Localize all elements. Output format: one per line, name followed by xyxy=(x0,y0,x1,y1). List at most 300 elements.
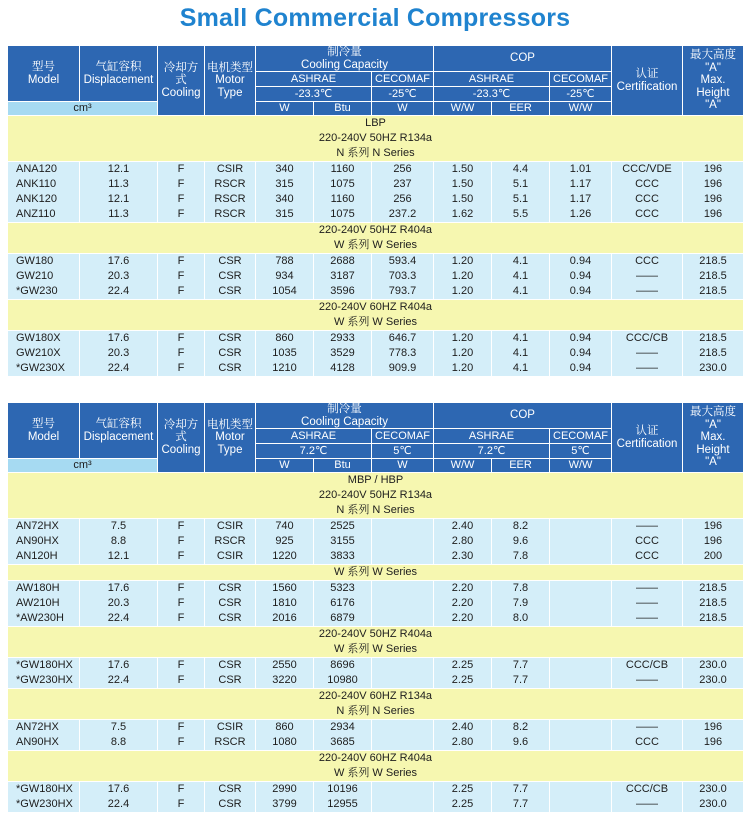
cell-motor: CSR xyxy=(205,782,256,798)
section-label-row xyxy=(8,300,744,316)
cell-cop-ashrae-ww: 1.50 xyxy=(434,177,492,192)
page-title: Small Commercial Compressors xyxy=(179,4,571,32)
cell-cert: —— xyxy=(612,673,683,689)
cell-cap-ashrae-btu: 3187 xyxy=(314,269,372,284)
section-label-row xyxy=(8,642,744,658)
cell-cap-ashrae-btu: 1160 xyxy=(314,192,372,207)
cell-motor: CSIR xyxy=(205,519,256,535)
section-label-row xyxy=(8,146,744,162)
cell-cop-ashrae-eer: 8.2 xyxy=(492,519,550,535)
cell-cert: CCC/CB xyxy=(612,331,683,347)
table-row xyxy=(8,177,744,192)
cell-cop-ashrae-eer: 7.7 xyxy=(492,797,550,813)
header-cop-ashrae: ASHRAE xyxy=(434,429,550,444)
cell-motor: RSCR xyxy=(205,534,256,549)
table-row xyxy=(8,254,744,270)
cell-cap-ashrae-btu: 6879 xyxy=(314,611,372,627)
cell-cert: CCC xyxy=(612,192,683,207)
cell-cap-cecomaf-w xyxy=(372,782,434,798)
cell-model: AN90HX xyxy=(8,735,80,751)
cell-model: GW210X xyxy=(8,346,80,361)
cell-cop-ashrae-eer: 5.1 xyxy=(492,192,550,207)
table-row xyxy=(8,735,744,751)
cell-height: 230.0 xyxy=(683,361,744,377)
cell-cap-cecomaf-w xyxy=(372,534,434,549)
header-cop-cecomaf-temp: -25℃ xyxy=(550,87,612,102)
cell-cap-cecomaf-w xyxy=(372,797,434,813)
cell-cap-ashrae-btu: 6176 xyxy=(314,596,372,611)
cell-cert: —— xyxy=(612,284,683,300)
cell-cop-ashrae-ww: 2.80 xyxy=(434,735,492,751)
table-row xyxy=(8,611,744,627)
section-label-row xyxy=(8,689,744,705)
cell-cop-ashrae-ww: 2.30 xyxy=(434,549,492,565)
section-label-row xyxy=(8,315,744,331)
cell-cop-cecomaf-ww: 0.94 xyxy=(550,346,612,361)
cell-displacement: 22.4 xyxy=(80,284,158,300)
cell-cop-ashrae-ww: 1.50 xyxy=(434,162,492,178)
cell-cooling: F xyxy=(158,361,205,377)
cell-model: GW180 xyxy=(8,254,80,270)
cell-cap-ashrae-w: 315 xyxy=(256,177,314,192)
cell-cooling: F xyxy=(158,720,205,736)
cell-cert: CCC xyxy=(612,549,683,565)
cell-cop-ashrae-ww: 1.20 xyxy=(434,254,492,270)
cell-model: ANZ110 xyxy=(8,207,80,223)
section-label: 220-240V 60HZ R134a xyxy=(8,689,744,705)
cell-height: 196 xyxy=(683,177,744,192)
cell-model: AN72HX xyxy=(8,720,80,736)
unit-capacity-w: W xyxy=(256,102,314,116)
cell-cap-ashrae-btu: 1075 xyxy=(314,207,372,223)
header-displacement: 气缸容积 Displacement xyxy=(80,403,158,459)
header-cop-cecomaf-temp: 5℃ xyxy=(550,444,612,459)
cell-cop-ashrae-ww: 1.20 xyxy=(434,269,492,284)
cell-cap-ashrae-w: 860 xyxy=(256,720,314,736)
cell-cop-ashrae-eer: 4.4 xyxy=(492,162,550,178)
cell-cap-cecomaf-w xyxy=(372,549,434,565)
cell-cop-ashrae-ww: 1.50 xyxy=(434,192,492,207)
cell-cap-ashrae-btu: 3529 xyxy=(314,346,372,361)
cell-cap-ashrae-w: 860 xyxy=(256,331,314,347)
cell-height: 196 xyxy=(683,534,744,549)
cell-cert: CCC xyxy=(612,207,683,223)
section-label-row xyxy=(8,238,744,254)
section-label: 220-240V 60HZ R404a xyxy=(8,300,744,316)
cell-cap-ashrae-w: 340 xyxy=(256,192,314,207)
section-label-row xyxy=(8,704,744,720)
cell-cap-ashrae-w: 2550 xyxy=(256,658,314,674)
section-label-row xyxy=(8,751,744,767)
table-row xyxy=(8,519,744,535)
unit-cop-cecomaf-ww: W/W xyxy=(550,459,612,473)
section-label-row xyxy=(8,488,744,503)
cell-cop-cecomaf-ww xyxy=(550,519,612,535)
cell-displacement: 17.6 xyxy=(80,658,158,674)
cell-cop-ashrae-ww: 2.40 xyxy=(434,519,492,535)
cell-cop-cecomaf-ww: 0.94 xyxy=(550,254,612,270)
cell-cert: —— xyxy=(612,720,683,736)
spec-table-mbp-hbp xyxy=(7,402,744,813)
table-row xyxy=(8,207,744,223)
cell-displacement: 17.6 xyxy=(80,782,158,798)
cell-motor: CSR xyxy=(205,611,256,627)
cell-model: *GW180HX xyxy=(8,782,80,798)
cell-model: *GW180HX xyxy=(8,658,80,674)
cell-displacement: 20.3 xyxy=(80,346,158,361)
cell-model: ANA120 xyxy=(8,162,80,178)
cell-cop-cecomaf-ww: 0.94 xyxy=(550,361,612,377)
cell-cop-ashrae-eer: 5.5 xyxy=(492,207,550,223)
cell-cop-ashrae-eer: 7.7 xyxy=(492,782,550,798)
section-label: W 系列 W Series xyxy=(8,565,744,581)
cell-cop-cecomaf-ww: 1.17 xyxy=(550,192,612,207)
cell-height: 218.5 xyxy=(683,254,744,270)
unit-cop-ww: W/W xyxy=(434,459,492,473)
cell-cert: CCC/CB xyxy=(612,658,683,674)
cell-cop-ashrae-eer: 9.6 xyxy=(492,735,550,751)
cell-motor: CSR xyxy=(205,361,256,377)
header-capacity-ashrae: ASHRAE xyxy=(256,429,372,444)
table-row xyxy=(8,331,744,347)
cell-displacement: 11.3 xyxy=(80,177,158,192)
cell-cert: CCC xyxy=(612,177,683,192)
cell-cap-ashrae-btu: 2525 xyxy=(314,519,372,535)
cell-cooling: F xyxy=(158,596,205,611)
cell-cap-ashrae-w: 1054 xyxy=(256,284,314,300)
unit-capacity-w: W xyxy=(256,459,314,473)
cell-cooling: F xyxy=(158,177,205,192)
cell-cap-cecomaf-w: 256 xyxy=(372,162,434,178)
cell-cert: CCC xyxy=(612,735,683,751)
cell-cooling: F xyxy=(158,254,205,270)
cell-cooling: F xyxy=(158,192,205,207)
cell-cap-ashrae-btu: 3833 xyxy=(314,549,372,565)
section-label-row xyxy=(8,565,744,581)
cell-cooling: F xyxy=(158,549,205,565)
cell-cooling: F xyxy=(158,331,205,347)
section-label: W 系列 W Series xyxy=(8,766,744,782)
table-row xyxy=(8,346,744,361)
cell-cap-cecomaf-w xyxy=(372,673,434,689)
cell-displacement: 11.3 xyxy=(80,207,158,223)
cell-displacement: 17.6 xyxy=(80,254,158,270)
cell-cop-cecomaf-ww: 0.94 xyxy=(550,284,612,300)
table-row xyxy=(8,596,744,611)
unit-cop-eer: EER xyxy=(492,459,550,473)
header-cop: COP xyxy=(434,403,612,429)
unit-capacity-cecomaf-w: W xyxy=(372,102,434,116)
cell-cap-ashrae-w: 3799 xyxy=(256,797,314,813)
table-row xyxy=(8,361,744,377)
cell-cop-cecomaf-ww: 1.01 xyxy=(550,162,612,178)
cell-height: 218.5 xyxy=(683,269,744,284)
cell-displacement: 22.4 xyxy=(80,673,158,689)
cell-cop-ashrae-ww: 2.40 xyxy=(434,720,492,736)
unit-capacity-cecomaf-w: W xyxy=(372,459,434,473)
cell-cop-cecomaf-ww xyxy=(550,658,612,674)
cell-cop-cecomaf-ww xyxy=(550,735,612,751)
cell-height: 230.0 xyxy=(683,673,744,689)
cell-cop-ashrae-ww: 2.25 xyxy=(434,782,492,798)
cell-motor: CSR xyxy=(205,581,256,597)
cell-cert: —— xyxy=(612,346,683,361)
cell-cap-ashrae-w: 788 xyxy=(256,254,314,270)
section-label: N 系列 N Series xyxy=(8,704,744,720)
cell-displacement: 8.8 xyxy=(80,534,158,549)
cell-cap-cecomaf-w xyxy=(372,519,434,535)
cell-cop-cecomaf-ww: 0.94 xyxy=(550,269,612,284)
cell-cop-ashrae-ww: 1.62 xyxy=(434,207,492,223)
cell-cop-cecomaf-ww xyxy=(550,797,612,813)
cell-model: AW210H xyxy=(8,596,80,611)
cell-cap-ashrae-w: 2016 xyxy=(256,611,314,627)
cell-motor: CSR xyxy=(205,331,256,347)
cell-cap-ashrae-w: 1560 xyxy=(256,581,314,597)
table-row xyxy=(8,673,744,689)
cell-cop-ashrae-ww: 2.20 xyxy=(434,611,492,627)
cell-motor: CSR xyxy=(205,284,256,300)
cell-cop-ashrae-ww: 2.80 xyxy=(434,534,492,549)
section-label-row xyxy=(8,503,744,519)
cell-cap-ashrae-btu: 3155 xyxy=(314,534,372,549)
header-displacement: 气缸容积 Displacement xyxy=(80,46,158,102)
cell-motor: RSCR xyxy=(205,177,256,192)
header-certification: 认证 Certification xyxy=(612,46,683,116)
cell-cert: —— xyxy=(612,581,683,597)
cell-cop-ashrae-ww: 1.20 xyxy=(434,331,492,347)
header-cooling-capacity: 制冷量 Cooling Capacity xyxy=(256,46,434,72)
cell-cert: —— xyxy=(612,596,683,611)
cell-cooling: F xyxy=(158,581,205,597)
cell-height: 230.0 xyxy=(683,658,744,674)
cell-cap-ashrae-btu: 2688 xyxy=(314,254,372,270)
table-row xyxy=(8,534,744,549)
table-row xyxy=(8,658,744,674)
cell-cooling: F xyxy=(158,673,205,689)
unit-displacement: cm³ xyxy=(8,459,158,473)
cell-cap-cecomaf-w xyxy=(372,658,434,674)
cell-height: 218.5 xyxy=(683,346,744,361)
cell-height: 218.5 xyxy=(683,581,744,597)
cell-cap-ashrae-btu: 3685 xyxy=(314,735,372,751)
cell-cop-ashrae-eer: 7.8 xyxy=(492,549,550,565)
cell-cop-cecomaf-ww xyxy=(550,549,612,565)
cell-height: 196 xyxy=(683,207,744,223)
header-cop-cecomaf: CECOMAF xyxy=(550,429,612,444)
section-label: 220-240V 60HZ R404a xyxy=(8,751,744,767)
cell-displacement: 12.1 xyxy=(80,162,158,178)
cell-cop-ashrae-ww: 2.25 xyxy=(434,673,492,689)
cell-cap-ashrae-btu: 1075 xyxy=(314,177,372,192)
cell-cap-ashrae-btu: 12955 xyxy=(314,797,372,813)
cell-height: 218.5 xyxy=(683,284,744,300)
section-label: LBP xyxy=(8,116,744,132)
cell-height: 218.5 xyxy=(683,611,744,627)
cell-cooling: F xyxy=(158,269,205,284)
cell-motor: RSCR xyxy=(205,207,256,223)
cell-cop-cecomaf-ww xyxy=(550,596,612,611)
cell-cap-ashrae-w: 2990 xyxy=(256,782,314,798)
header-capacity-ashrae: ASHRAE xyxy=(256,72,372,87)
cell-model: GW210 xyxy=(8,269,80,284)
cell-displacement: 7.5 xyxy=(80,519,158,535)
cell-cop-ashrae-eer: 9.6 xyxy=(492,534,550,549)
cell-displacement: 20.3 xyxy=(80,596,158,611)
cell-model: *GW230HX xyxy=(8,673,80,689)
unit-cop-eer: EER xyxy=(492,102,550,116)
cell-cert: CCC/CB xyxy=(612,782,683,798)
cell-cap-ashrae-w: 1220 xyxy=(256,549,314,565)
cell-cap-ashrae-btu: 10980 xyxy=(314,673,372,689)
cell-model: ANK110 xyxy=(8,177,80,192)
cell-cop-ashrae-ww: 2.20 xyxy=(434,596,492,611)
table-row xyxy=(8,720,744,736)
cell-motor: CSR xyxy=(205,596,256,611)
table-row xyxy=(8,162,744,178)
cell-cap-ashrae-btu: 2934 xyxy=(314,720,372,736)
cell-model: *AW230H xyxy=(8,611,80,627)
cell-cooling: F xyxy=(158,797,205,813)
table-row xyxy=(8,284,744,300)
cell-cap-ashrae-w: 934 xyxy=(256,269,314,284)
cell-cop-cecomaf-ww xyxy=(550,782,612,798)
cell-cop-ashrae-ww: 1.20 xyxy=(434,361,492,377)
cell-cop-ashrae-eer: 7.7 xyxy=(492,658,550,674)
unit-displacement: cm³ xyxy=(8,102,158,116)
table-row xyxy=(8,797,744,813)
header-max-height: 最大高度 "A" Max. Height "A" xyxy=(683,403,744,473)
cell-displacement: 7.5 xyxy=(80,720,158,736)
section-label: 220-240V 50HZ R134a xyxy=(8,488,744,503)
cell-cap-ashrae-w: 925 xyxy=(256,534,314,549)
cell-cop-ashrae-eer: 4.1 xyxy=(492,361,550,377)
cell-displacement: 20.3 xyxy=(80,269,158,284)
cell-displacement: 17.6 xyxy=(80,331,158,347)
cell-motor: CSR xyxy=(205,346,256,361)
header-cooling-capacity: 制冷量 Cooling Capacity xyxy=(256,403,434,429)
cell-model: *GW230X xyxy=(8,361,80,377)
cell-cooling: F xyxy=(158,658,205,674)
section-label: W 系列 W Series xyxy=(8,238,744,254)
cell-model: *GW230 xyxy=(8,284,80,300)
cell-height: 196 xyxy=(683,735,744,751)
unit-cop-ww: W/W xyxy=(434,102,492,116)
cell-motor: CSIR xyxy=(205,549,256,565)
section-label-row xyxy=(8,116,744,132)
cell-motor: CSR xyxy=(205,658,256,674)
cell-motor: RSCR xyxy=(205,735,256,751)
cell-model: AN120H xyxy=(8,549,80,565)
unit-cop-cecomaf-ww: W/W xyxy=(550,102,612,116)
cell-cap-ashrae-w: 1035 xyxy=(256,346,314,361)
cell-cert: —— xyxy=(612,269,683,284)
unit-capacity-btu: Btu xyxy=(314,459,372,473)
header-model: 型号 Model xyxy=(8,46,80,102)
cell-cert: —— xyxy=(612,797,683,813)
cell-cert: —— xyxy=(612,519,683,535)
cell-height: 218.5 xyxy=(683,331,744,347)
section-label: N 系列 N Series xyxy=(8,146,744,162)
cell-cap-ashrae-btu: 4128 xyxy=(314,361,372,377)
unit-capacity-btu: Btu xyxy=(314,102,372,116)
cell-cop-ashrae-ww: 2.25 xyxy=(434,658,492,674)
cell-motor: CSIR xyxy=(205,720,256,736)
cell-cop-cecomaf-ww: 1.17 xyxy=(550,177,612,192)
cell-cap-cecomaf-w xyxy=(372,611,434,627)
header-cop-ashrae-temp: -23.3℃ xyxy=(434,87,550,102)
header-capacity-cecomaf-temp: 5℃ xyxy=(372,444,434,459)
cell-cooling: F xyxy=(158,611,205,627)
header-certification: 认证 Certification xyxy=(612,403,683,473)
header-model: 型号 Model xyxy=(8,403,80,459)
header-capacity-cecomaf-temp: -25℃ xyxy=(372,87,434,102)
cell-cap-ashrae-btu: 10196 xyxy=(314,782,372,798)
cell-cert: CCC/VDE xyxy=(612,162,683,178)
cell-cop-ashrae-eer: 4.1 xyxy=(492,346,550,361)
cell-cap-ashrae-w: 1210 xyxy=(256,361,314,377)
header-capacity-cecomaf: CECOMAF xyxy=(372,429,434,444)
cell-height: 218.5 xyxy=(683,596,744,611)
section-label: MBP / HBP xyxy=(8,473,744,489)
cell-height: 200 xyxy=(683,549,744,565)
cell-cap-cecomaf-w xyxy=(372,720,434,736)
cell-displacement: 8.8 xyxy=(80,735,158,751)
cell-motor: CSR xyxy=(205,797,256,813)
cell-cert: —— xyxy=(612,611,683,627)
cell-cop-cecomaf-ww: 1.26 xyxy=(550,207,612,223)
cell-height: 196 xyxy=(683,720,744,736)
section-label-row xyxy=(8,131,744,146)
cell-height: 230.0 xyxy=(683,782,744,798)
cell-cap-cecomaf-w xyxy=(372,735,434,751)
cell-cop-ashrae-eer: 7.8 xyxy=(492,581,550,597)
cell-cap-ashrae-w: 1810 xyxy=(256,596,314,611)
cell-cop-ashrae-eer: 4.1 xyxy=(492,284,550,300)
section-label: W 系列 W Series xyxy=(8,642,744,658)
cell-cap-cecomaf-w: 778.3 xyxy=(372,346,434,361)
cell-cooling: F xyxy=(158,162,205,178)
cell-cop-ashrae-eer: 8.2 xyxy=(492,720,550,736)
cell-cap-ashrae-w: 315 xyxy=(256,207,314,223)
cell-model: AN90HX xyxy=(8,534,80,549)
table-row xyxy=(8,782,744,798)
cell-cap-cecomaf-w: 793.7 xyxy=(372,284,434,300)
cell-cap-cecomaf-w: 909.9 xyxy=(372,361,434,377)
cell-cop-ashrae-eer: 8.0 xyxy=(492,611,550,627)
cell-cap-ashrae-w: 340 xyxy=(256,162,314,178)
cell-cop-ashrae-eer: 7.9 xyxy=(492,596,550,611)
header-capacity-ashrae-temp: -23.3℃ xyxy=(256,87,372,102)
header-max-height: 最大高度 "A" Max. Height "A" xyxy=(683,46,744,116)
cell-cop-cecomaf-ww xyxy=(550,581,612,597)
header-cooling: 冷却方 式 Cooling xyxy=(158,403,205,473)
header-motor-type: 电机类型 Motor Type xyxy=(205,403,256,473)
cell-displacement: 22.4 xyxy=(80,797,158,813)
cell-cooling: F xyxy=(158,284,205,300)
cell-cooling: F xyxy=(158,782,205,798)
cell-height: 196 xyxy=(683,519,744,535)
cell-cap-cecomaf-w: 646.7 xyxy=(372,331,434,347)
cell-cop-cecomaf-ww: 0.94 xyxy=(550,331,612,347)
header-capacity-ashrae-temp: 7.2℃ xyxy=(256,444,372,459)
section-label: 220-240V 50HZ R134a xyxy=(8,131,744,146)
cell-motor: RSCR xyxy=(205,192,256,207)
cell-cooling: F xyxy=(158,207,205,223)
cell-cop-cecomaf-ww xyxy=(550,720,612,736)
cell-model: GW180X xyxy=(8,331,80,347)
cell-cop-ashrae-eer: 4.1 xyxy=(492,269,550,284)
